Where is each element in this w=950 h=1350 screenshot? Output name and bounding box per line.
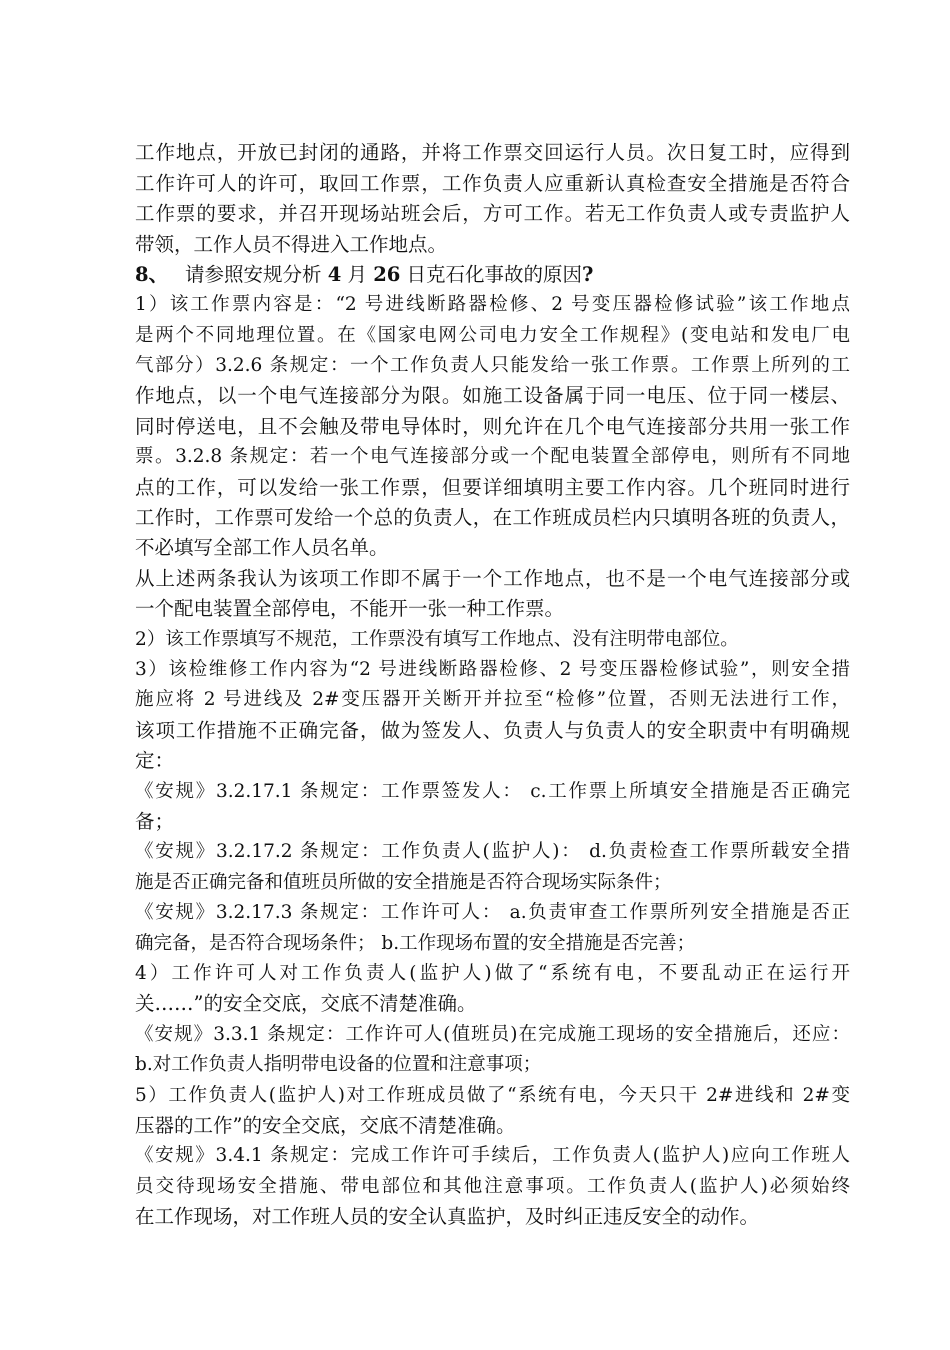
heading-month-unit: 月 xyxy=(341,263,374,286)
paragraph-line: 2）该工作票填写不规范，工作票没有填写工作地点、没有注明带电部位。 xyxy=(135,629,739,650)
paragraph-line: 1）该工作票内容是：“2 号进线断路器检修、2 号变压器检修试验”该工作地点 xyxy=(135,294,850,315)
paragraph-line: 带领，工作人员不得进入工作地点。 xyxy=(135,233,448,256)
paragraph-line: 《安规》3.2.17.1 条规定：工作票签发人： c.工作票上所填安全措施是否正确完 xyxy=(135,781,850,802)
heading-day: 26 xyxy=(373,263,401,286)
paragraph-line: 关……”的安全交底，交底不清楚准确。 xyxy=(135,992,477,1015)
paragraph-line: 是两个不同地理位置。在《国家电网公司电力安全工作规程》(变电站和发电厂电 xyxy=(135,325,850,346)
paragraph-line: 点的工作，可以发给一张工作票，但要详细填明主要工作内容。几个班同时进行 xyxy=(135,476,850,499)
heading-prefix: 请参照安规分析 xyxy=(185,263,328,286)
paragraph-line: 作地点，以一个电气连接部分为限。如施工设备属于同一电压、位于同一楼层、 xyxy=(135,384,850,407)
paragraph-line: 一个配电装置全部停电，不能开一张一种工作票。 xyxy=(135,597,565,620)
paragraph-line: 工作地点，开放已封闭的通路，并将工作票交回运行人员。次日复工时，应得到 xyxy=(135,141,850,164)
paragraph-line: 5）工作负责人(监护人)对工作班成员做了“系统有电，今天只干 2#进线和 2#变 xyxy=(135,1085,850,1106)
paragraph-line: 员交待现场安全措施、带电部位和其他注意事项。工作负责人(监护人)必须始终 xyxy=(135,1176,850,1197)
paragraph-line: 定： xyxy=(135,749,175,772)
paragraph-line: 票。3.2.8 条规定：若一个电气连接部分或一个配电装置全部停电，则所有不同地 xyxy=(135,446,850,467)
paragraph-line: 《安规》3.2.17.3 条规定：工作许可人： a.负责审查工作票所列安全措施是否正 xyxy=(135,902,850,923)
paragraph-line: 同时停送电，且不会触及带电导体时，则允许在几个电气连接部分共用一张工作 xyxy=(135,415,850,438)
paragraph-line: 确完备，是否符合现场条件； b.工作现场布置的安全措施是否完善； xyxy=(135,933,696,954)
heading-question-mark: ? xyxy=(582,263,594,286)
paragraph-line: 工作许可人的许可，取回工作票，工作负责人应重新认真检查安全措施是否符合 xyxy=(135,172,850,195)
paragraph-line: 备； xyxy=(135,810,175,833)
paragraph-line: 工作时，工作票可发给一个总的负责人，在工作班成员栏内只填明各班的负责人， xyxy=(135,506,850,529)
paragraph-line: 不必填写全部工作人员名单。 xyxy=(135,536,389,559)
heading-month: 4 xyxy=(327,263,342,286)
paragraph-line: 《安规》3.3.1 条规定：工作许可人(值班员)在完成施工现场的安全措施后，还应： xyxy=(135,1024,850,1045)
heading-number: 8、 xyxy=(135,263,169,286)
paragraph-line: 气部分）3.2.6 条规定：一个工作负责人只能发给一张工作票。工作票上所列的工 xyxy=(135,355,850,376)
paragraph-line: b.对工作负责人指明带电设备的位置和注意事项； xyxy=(135,1054,542,1075)
paragraph-line: 4）工作许可人对工作负责人(监护人)做了“系统有电，不要乱动正在运行开 xyxy=(135,963,850,984)
section-heading xyxy=(135,260,850,290)
paragraph-line: 从上述两条我认为该项工作即不属于一个工作地点，也不是一个电气连接部分或 xyxy=(135,567,850,590)
paragraph-line: 3）该检维修工作内容为“2 号进线断路器检修、2 号变压器检修试验”，则安全措 xyxy=(135,659,850,680)
heading-rest: 日克石化事故的原因 xyxy=(400,263,583,286)
paragraph-line: 《安规》3.2.17.2 条规定：工作负责人(监护人)： d.负责检查工作票所载安全措 xyxy=(135,841,850,862)
paragraph-line: 该项工作措施不正确完备，做为签发人、负责人与负责人的安全职责中有明确规 xyxy=(135,719,850,742)
paragraph-line: 工作票的要求，并召开现场站班会后，方可工作。若无工作负责人或专责监护人 xyxy=(135,202,850,225)
paragraph-line: 《安规》3.4.1 条规定：完成工作许可手续后，工作负责人(监护人)应向工作班人 xyxy=(135,1145,850,1166)
paragraph-line: 施应将 2 号进线及 2#变压器开关断开并拉至“检修”位置，否则无法进行工作， xyxy=(135,689,850,710)
paragraph-line: 施是否正确完备和值班员所做的安全措施是否符合现场实际条件； xyxy=(135,872,672,893)
paragraph-line: 在工作现场，对工作班人员的安全认真监护，及时纠正违反安全的动作。 xyxy=(135,1205,760,1228)
paragraph-line: 压器的工作”的安全交底，交底不清楚准确。 xyxy=(135,1114,516,1137)
